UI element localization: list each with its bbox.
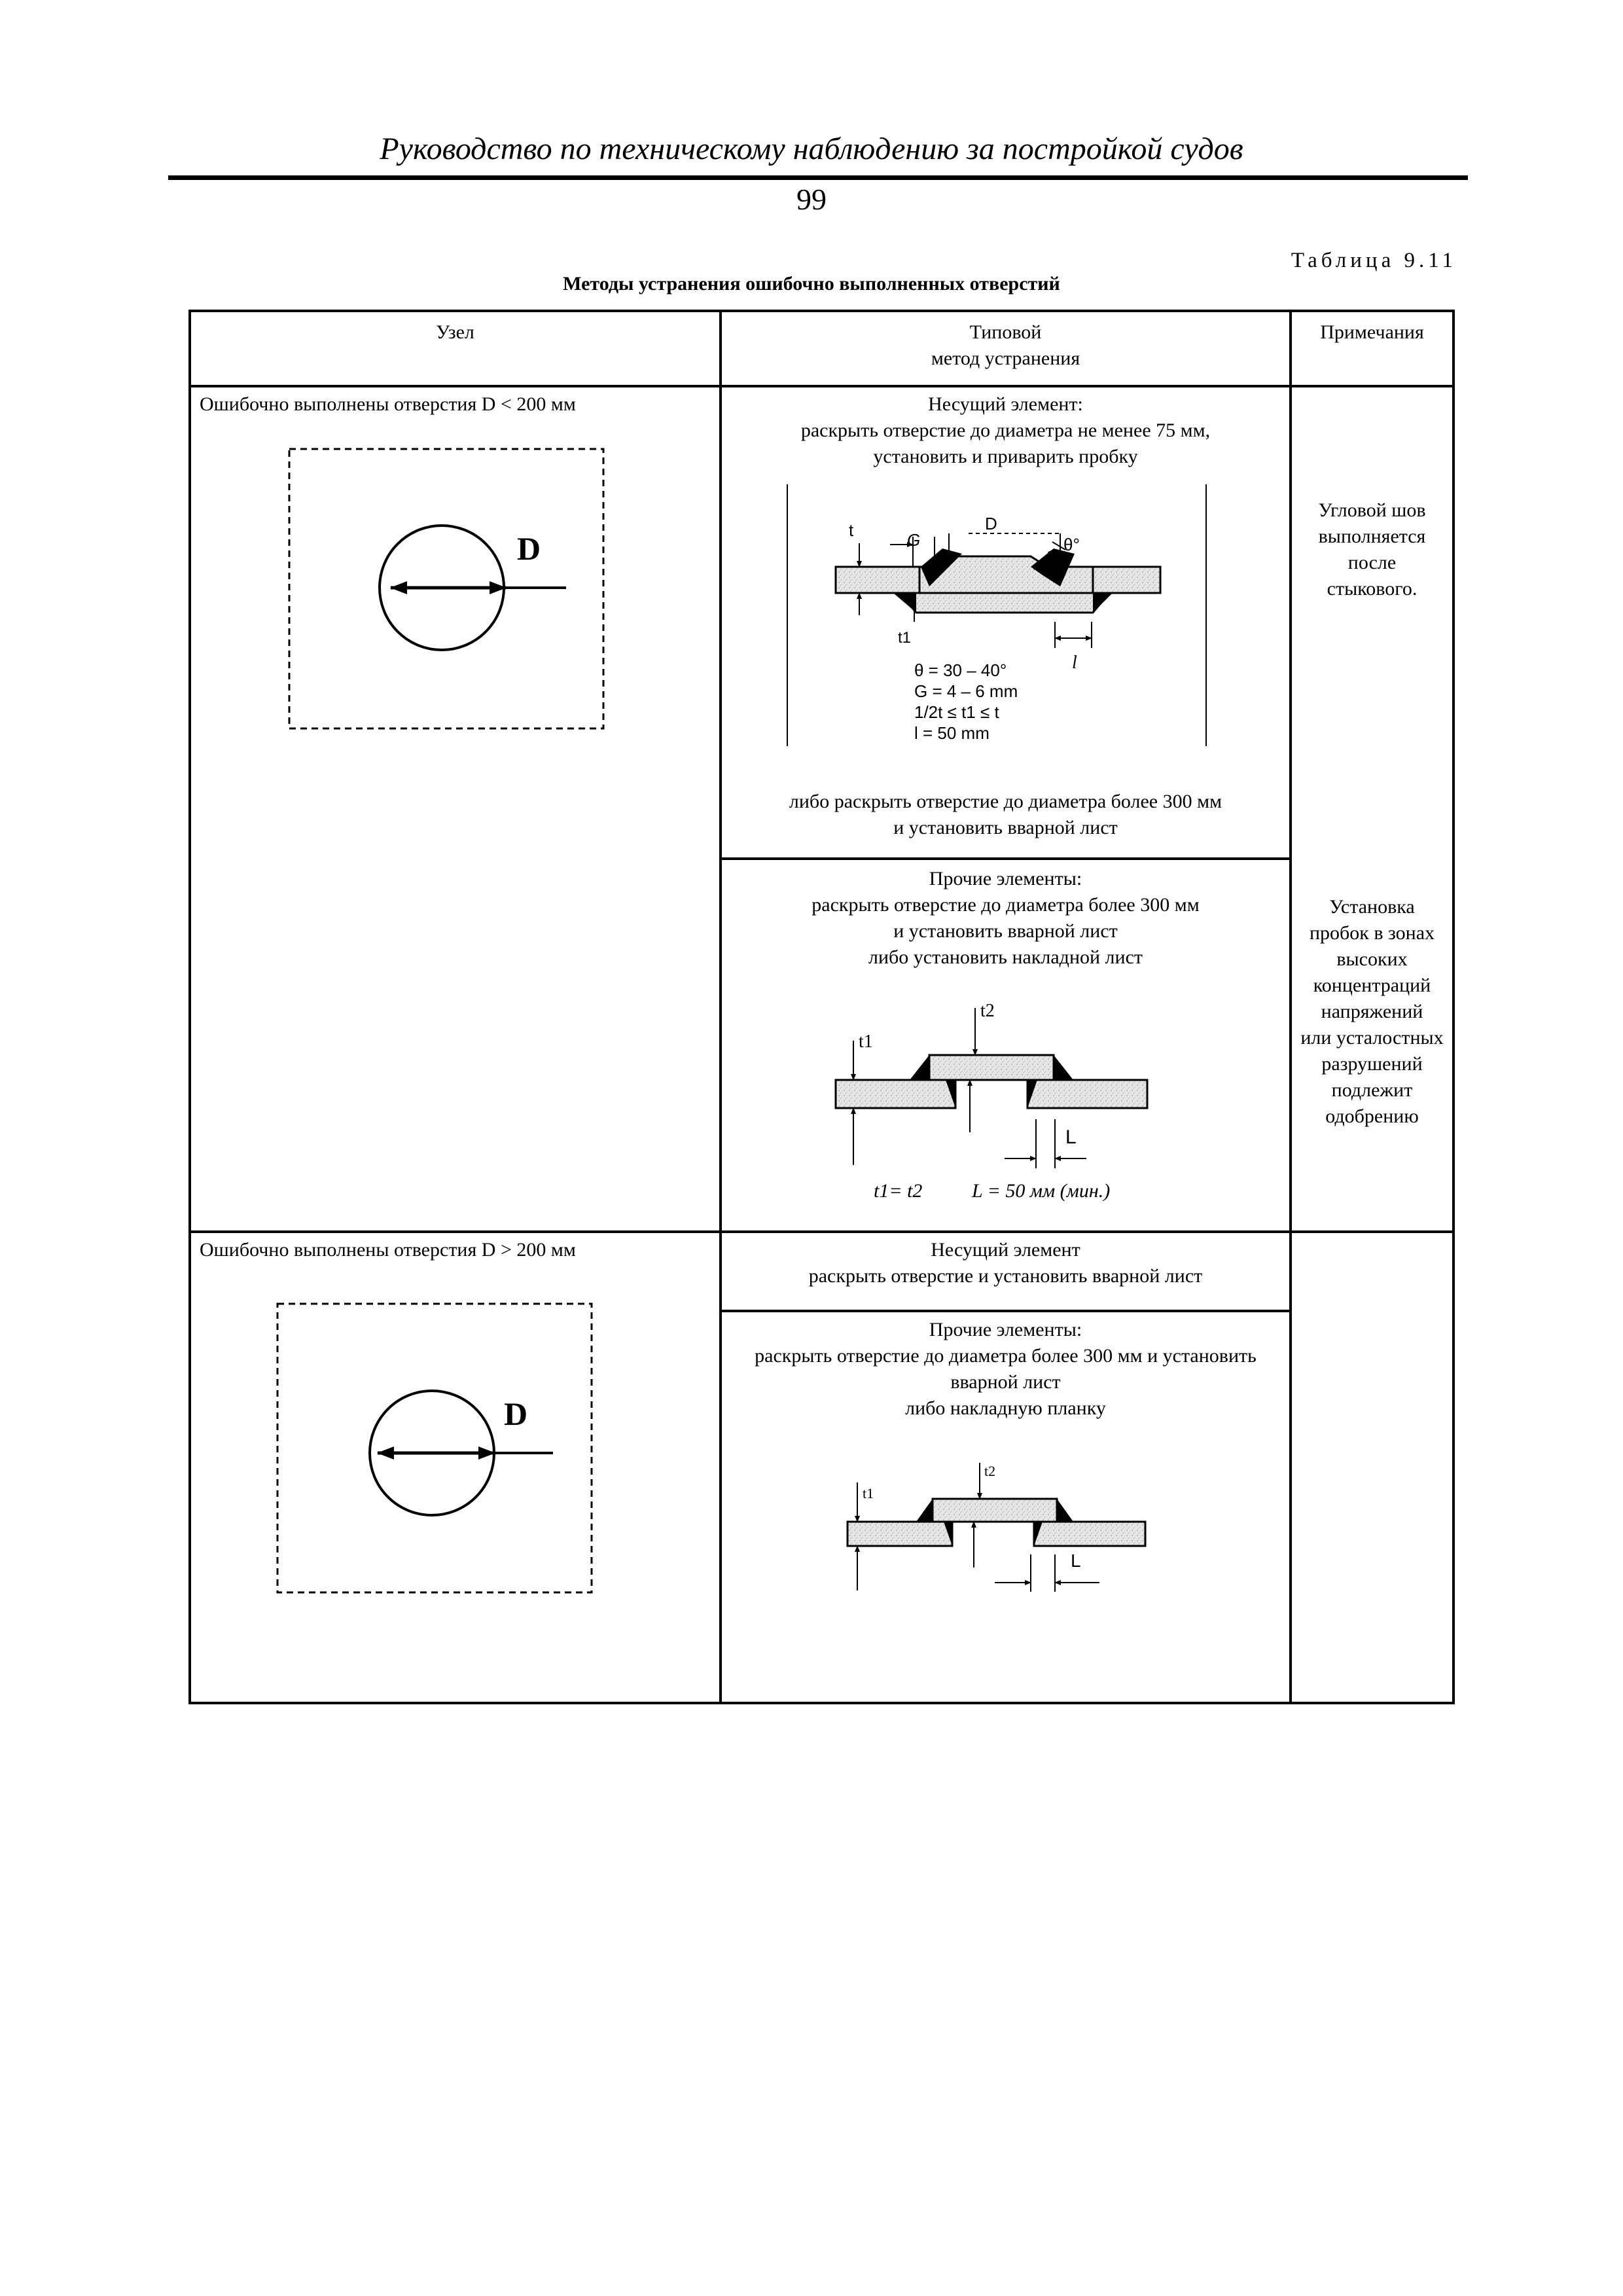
- row2-load-bearing-text: [721, 1237, 1291, 1289]
- page-number: 99: [796, 183, 827, 216]
- row2-other-line2: раскрыть отверстие до диаметра более 300 мм и установить: [755, 1345, 1257, 1367]
- note-weld-line1: Угловой шов: [1318, 499, 1426, 521]
- row1-lb-line3: установить и приварить пробку: [873, 446, 1138, 467]
- fig1-param-l: l = 50 mm: [914, 723, 990, 743]
- row2-other-line3: вварной лист: [950, 1371, 1061, 1393]
- note-approval-line9: одобрению: [1325, 1105, 1419, 1127]
- row2-node-label: Ошибочно выполнены отверстия D > 200 мм: [200, 1239, 576, 1261]
- row1-alt-line1: либо раскрыть отверстие до диаметра более 300 мм: [789, 791, 1222, 812]
- note-approval-line5: напряжений: [1321, 1001, 1423, 1022]
- row1-alt-line2: и установить вварной лист: [893, 817, 1118, 838]
- fig1-param-theta: θ = 30 – 40°: [914, 660, 1007, 680]
- insert-plate-diagram: [836, 1008, 1147, 1168]
- fig3-label-t1: t1: [863, 1485, 874, 1501]
- row1-symbol-d: D: [517, 530, 541, 567]
- row2-lb-line1: Несущий элемент: [931, 1239, 1080, 1261]
- row1-node-label: Ошибочно выполнены отверстия D < 200 мм: [200, 393, 576, 415]
- fig2-formula-t: t1= t2: [874, 1180, 923, 1202]
- fig1-label-theta: θ°: [1063, 535, 1080, 554]
- col-header-method: [721, 319, 1291, 372]
- note-weld-line4: стыкового.: [1327, 578, 1418, 600]
- fig3-label-t2: t2: [984, 1463, 996, 1479]
- hole-sketch-small: [289, 449, 603, 728]
- note-weld-line2: выполняется: [1318, 526, 1426, 547]
- fig1-param-g: G = 4 – 6 mm: [914, 681, 1018, 701]
- fig1-params: [914, 660, 1018, 744]
- fig3-label-l: L: [1071, 1551, 1081, 1571]
- hole-sketch-large: [277, 1304, 592, 1592]
- insert-plate-diagram-2: [847, 1463, 1145, 1592]
- row2-other-line1: Прочие элементы:: [929, 1319, 1082, 1340]
- col-header-node: Узел: [436, 321, 474, 343]
- row1-lb-line2: раскрыть отверстие до диаметра не менее 75 мм,: [800, 420, 1211, 441]
- row2-symbol-d: D: [504, 1395, 528, 1432]
- note-approval-line2: пробок в зонах: [1309, 922, 1435, 944]
- note-weld-line3: после: [1347, 552, 1397, 573]
- fig1-label-t: t: [849, 520, 854, 540]
- row1-load-bearing-text: [721, 391, 1291, 470]
- fig2-label-t1: t1: [859, 1031, 873, 1052]
- fig1-label-d: D: [985, 514, 997, 533]
- row1-note-approval: [1291, 894, 1454, 1130]
- note-approval-line3: высоких: [1336, 948, 1408, 970]
- note-approval-line1: Установка: [1329, 896, 1415, 918]
- col-header-method-line1: Типовой: [969, 321, 1042, 343]
- row1-other-line1: Прочие элементы:: [929, 868, 1082, 889]
- row2-other-line4: либо накладную планку: [905, 1397, 1106, 1419]
- fig1-label-g: G: [907, 530, 921, 550]
- note-approval-line8: подлежит: [1331, 1079, 1413, 1101]
- row1-other-line4: либо установить накладной лист: [868, 946, 1143, 968]
- table-border: [190, 311, 1454, 1703]
- fig1-label-l: l: [1072, 653, 1077, 673]
- row1-lb-line1: Несущий элемент:: [928, 393, 1083, 415]
- row1-other-text: [721, 866, 1291, 971]
- row2-lb-line2: раскрыть отверстие и установить вварной лист: [808, 1265, 1203, 1287]
- row1-note-weld: [1291, 497, 1454, 602]
- fig2-label-t2: t2: [980, 1001, 995, 1021]
- fig2-formula-l: L = 50 мм (мин.): [972, 1180, 1111, 1202]
- running-header: Руководство по техническому наблюдению за постройкой судов: [380, 132, 1243, 166]
- note-approval-line6: или усталостных: [1300, 1027, 1444, 1049]
- fig1-label-t1: t1: [898, 629, 912, 647]
- row1-alternative-text: [721, 789, 1291, 841]
- row1-other-line2: раскрыть отверстие до диаметра более 300 мм: [812, 894, 1200, 916]
- note-approval-line4: концентраций: [1313, 975, 1431, 996]
- fig1-param-t1: 1/2t ≤ t1 ≤ t: [914, 702, 999, 722]
- col-header-method-line2: метод устранения: [931, 348, 1080, 369]
- note-approval-line7: разрушений: [1321, 1053, 1423, 1075]
- row1-other-line3: и установить вварной лист: [893, 920, 1118, 942]
- fig2-label-l: L: [1065, 1126, 1077, 1148]
- col-header-notes: Примечания: [1320, 321, 1424, 343]
- table-number: Таблица 9.11: [1291, 249, 1457, 272]
- table-caption: Методы устранения ошибочно выполненных отверстий: [563, 273, 1060, 295]
- row2-other-text: [721, 1317, 1291, 1422]
